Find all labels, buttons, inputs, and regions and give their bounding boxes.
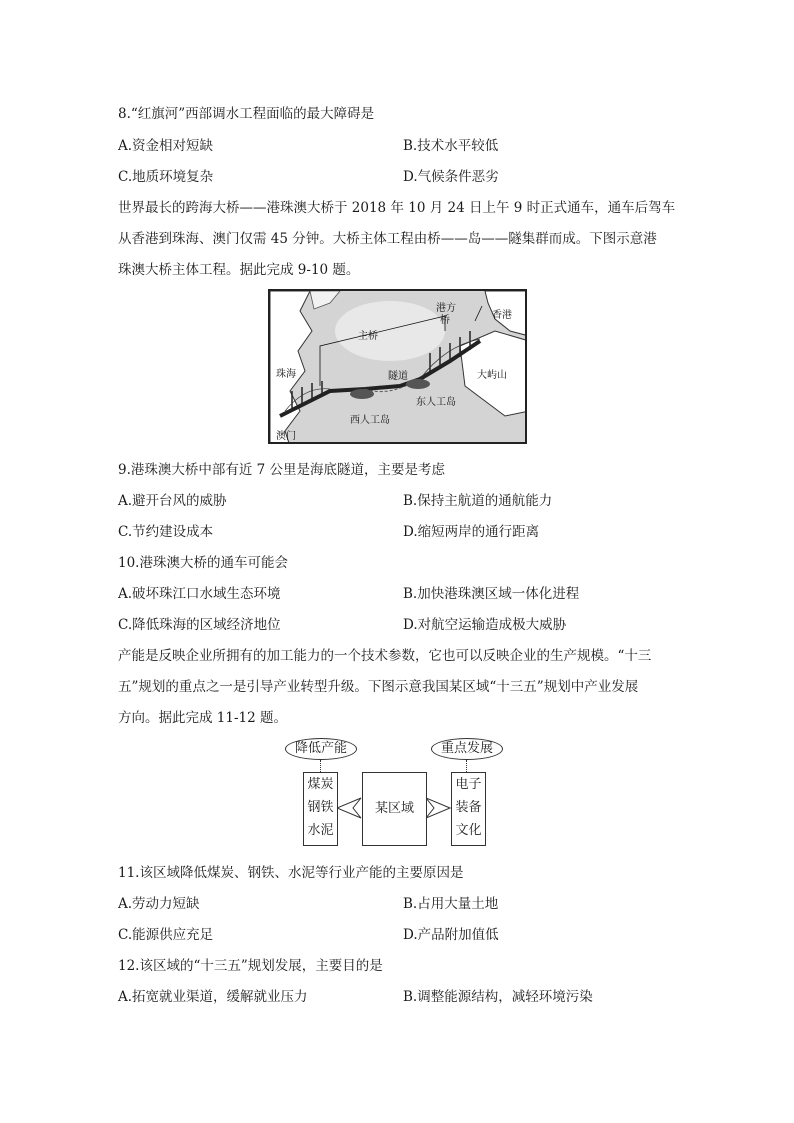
q9-option-c: C.节约建设成本 [118, 524, 214, 540]
connector-left [320, 760, 321, 772]
arrow-to-right-box [426, 795, 451, 821]
q11-option-d: D.产品附加值低 [403, 927, 499, 943]
passage-1-line-1: 世界最长的跨海大桥——港珠澳大桥于 2018 年 10 月 24 日上午 9 时正式通车，通车后驾车 [118, 200, 676, 216]
q10-option-c: C.降低珠海的区域经济地位 [118, 617, 281, 633]
q8-option-b: B.技术水平较低 [403, 138, 499, 154]
develop-industries-box [451, 772, 486, 846]
question-8-stem: 8.“红旗河”西部调水工程面临的最大障碍是 [118, 106, 375, 122]
passage-1-line-2: 从香港到珠海、澳门仅需 45 分钟。大桥主体工程由桥——岛——隧集群而成。下图示意港 [118, 231, 657, 247]
q8-option-a: A.资金相对短缺 [118, 138, 214, 154]
q12-option-a: A.拓宽就业渠道，缓解就业压力 [118, 989, 308, 1005]
q10-option-a: A.破坏珠江口水域生态环境 [118, 586, 281, 602]
oval-reduce-capacity: 降低产能 [285, 738, 357, 760]
passage-2-line-1: 产能是反映企业所拥有的加工能力的一个技术参数，它也可以反映企业的生产规模。“十三 [118, 648, 652, 664]
label-west-island: 西人工岛 [350, 415, 390, 426]
q9-option-d: D.缩短两岸的通行距离 [403, 524, 540, 540]
connector-right [466, 760, 467, 772]
oval-key-development: 重点发展 [431, 738, 503, 760]
label-hongkong: 香港 [492, 310, 512, 321]
question-9-stem: 9.港珠澳大桥中部有近 7 公里是海底隧道，主要是考虑 [118, 462, 446, 478]
industry-steel: 钢铁 [307, 800, 334, 815]
q8-option-c: C.地质环境复杂 [118, 169, 214, 185]
passage-2-line-3: 方向。据此完成 11-12 题。 [118, 710, 288, 726]
label-main-bridge: 主桥 [358, 331, 378, 342]
question-10-stem: 10.港珠澳大桥的通车可能会 [118, 555, 288, 571]
passage-2-line-2: 五”规划的重点之一是引导产业转型升级。下图示意我国某区域“十三五”规划中产业发展 [118, 679, 639, 695]
arrow-to-left-box [337, 795, 362, 821]
label-hk-bridge-2: 桥 [440, 315, 450, 326]
question-12-stem: 12.该区域的“十三五”规划发展，主要目的是 [118, 958, 383, 974]
label-dayushan: 大屿山 [477, 370, 507, 381]
bridge-map-figure [268, 289, 527, 444]
industry-equipment: 装备 [455, 800, 482, 815]
industry-coal: 煤炭 [307, 777, 334, 792]
q11-option-c: C.能源供应充足 [118, 927, 214, 943]
label-macau: 澳门 [276, 431, 296, 442]
label-tunnel: 隧道 [388, 371, 408, 382]
question-11-stem: 11.该区域降低煤炭、钢铁、水泥等行业产能的主要原因是 [118, 865, 464, 881]
q12-option-b: B.调整能源结构，减轻环境污染 [403, 989, 593, 1005]
q9-option-b: B.保持主航道的通航能力 [403, 493, 553, 509]
reduce-industries-box [303, 772, 338, 846]
industry-cement: 水泥 [307, 823, 334, 838]
label-zhuhai: 珠海 [276, 369, 296, 380]
industry-electronics: 电子 [455, 777, 482, 792]
industry-culture: 文化 [455, 823, 482, 838]
q9-option-a: A.避开台风的威胁 [118, 493, 227, 509]
q10-option-d: D.对航空运输造成极大威胁 [403, 617, 567, 633]
label-hk-bridge-1: 港方 [436, 303, 456, 314]
label-east-island: 东人工岛 [416, 397, 456, 408]
q10-option-b: B.加快港珠澳区域一体化进程 [403, 586, 580, 602]
passage-1-line-3: 珠澳大桥主体工程。据此完成 9-10 题。 [118, 262, 360, 278]
q11-option-b: B.占用大量土地 [403, 896, 499, 912]
q8-option-d: D.气候条件恶劣 [403, 169, 499, 185]
region-box: 某区域 [362, 772, 427, 846]
q11-option-a: A.劳动力短缺 [118, 896, 200, 912]
